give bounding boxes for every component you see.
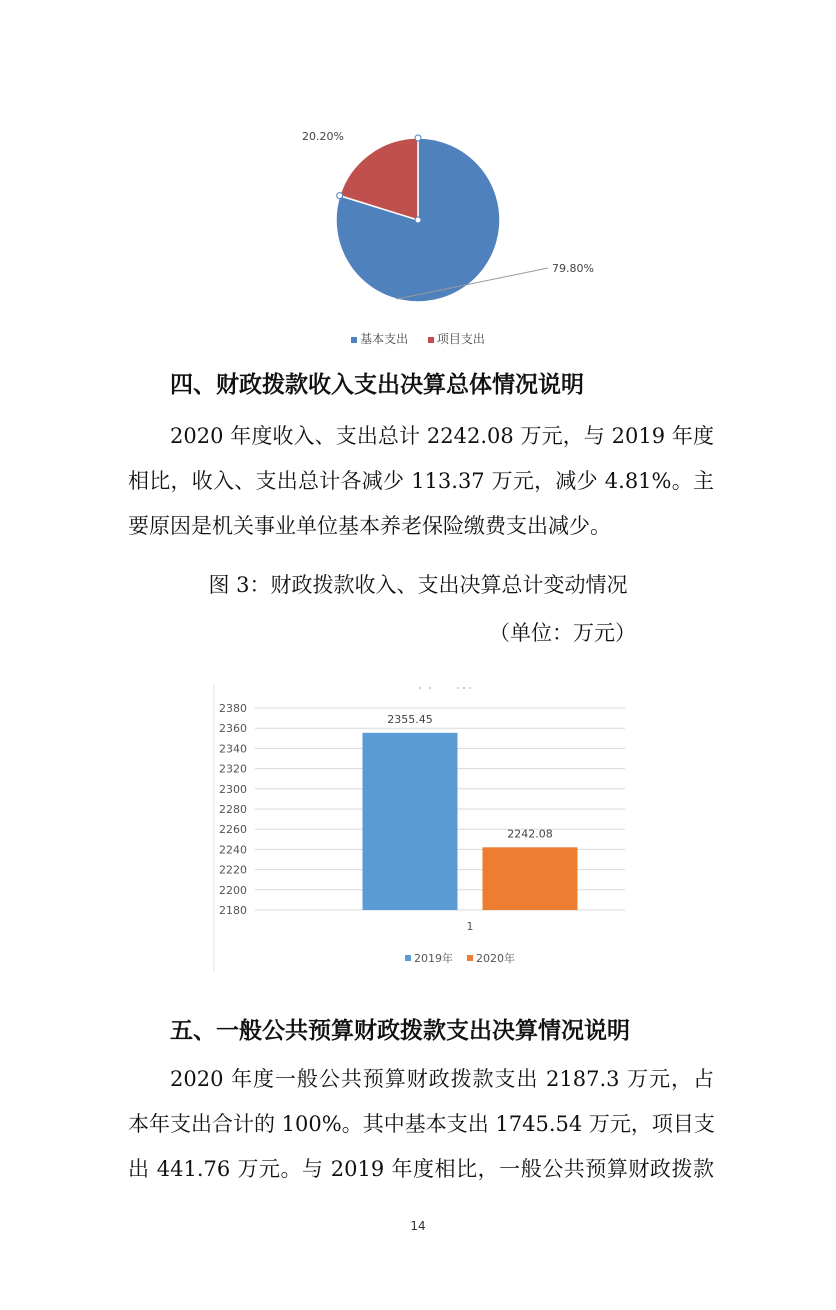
y-tick-label: 2200	[219, 883, 247, 897]
legend-swatch-1	[467, 955, 473, 961]
legend-swatch-0	[405, 955, 411, 961]
title-dot-1	[429, 687, 431, 689]
title-dot-2	[457, 687, 459, 689]
section5-paragraph	[128, 1057, 714, 1192]
y-tick-label: 2260	[219, 823, 247, 837]
section4-line-2: 相比，收入、支出总计各减少 113.37 万元，减少 4.81%。主	[128, 469, 714, 493]
pie-chart-svg	[0, 0, 836, 330]
title-dot-0	[419, 687, 421, 689]
section5-line-2: 本年支出合计的 100%。其中基本支出 1745.54 万元，项目支	[128, 1112, 715, 1136]
pie-legend-item-basic: 基本支出	[351, 332, 408, 346]
y-tick-label: 2380	[219, 702, 247, 715]
y-tick-label: 2220	[219, 863, 247, 877]
bar-chart-svg	[200, 680, 640, 980]
bar-2020年	[483, 847, 578, 910]
x-category-label: 1	[466, 920, 474, 933]
bar-data-label: 2355.45	[387, 712, 433, 726]
pie-handle-2	[337, 193, 343, 199]
pie-data-label-project: 20.20%	[302, 130, 344, 143]
section5-line-1: 2020 年度一般公共预算财政拨款支出 2187.3 万元，占	[170, 1067, 714, 1091]
section5-heading: 五、一般公共预算财政拨款支出决算情况说明	[170, 1018, 630, 1044]
section4-heading: 四、财政拨款收入支出决算总体情况说明	[170, 372, 584, 398]
bar-chart	[200, 680, 640, 980]
section5-line-3: 出 441.76 万元。与 2019 年度相比，一般公共预算财政拨款	[128, 1157, 714, 1181]
title-dot-4	[469, 687, 471, 689]
legend-label-1: 2020年	[476, 952, 515, 965]
pie-legend	[0, 330, 836, 347]
pie-data-label-basic: 79.80%	[552, 262, 594, 275]
y-tick-label: 2240	[219, 843, 247, 857]
section4-line-3: 要原因是机关事业单位基本养老保险缴费支出减少。	[128, 514, 611, 538]
pie-handle-1	[415, 135, 421, 141]
unit-label: （单位：万元）	[489, 621, 636, 645]
bar-data-label: 2242.08	[507, 827, 553, 841]
page-number: 14	[410, 1219, 426, 1233]
y-tick-label: 2280	[219, 803, 247, 816]
pie-handle-0	[415, 217, 421, 223]
y-tick-label: 2180	[219, 904, 247, 917]
title-dot-3	[463, 687, 465, 689]
figure-caption: 图 3：财政拨款收入、支出决算总计变动情况	[208, 573, 628, 597]
y-tick-label: 2300	[219, 782, 247, 796]
legend-label-0: 2019年	[414, 952, 453, 965]
pie-chart	[0, 0, 836, 360]
bar-2019年	[363, 733, 458, 910]
y-tick-label: 2320	[219, 762, 247, 776]
pie-legend-item-project: 项目支出	[428, 332, 485, 346]
y-tick-label: 2340	[219, 742, 247, 756]
y-tick-label: 2360	[219, 722, 247, 736]
section4-line-1: 2020 年度收入、支出总计 2242.08 万元，与 2019 年度	[170, 424, 714, 448]
section4-paragraph	[128, 414, 714, 549]
